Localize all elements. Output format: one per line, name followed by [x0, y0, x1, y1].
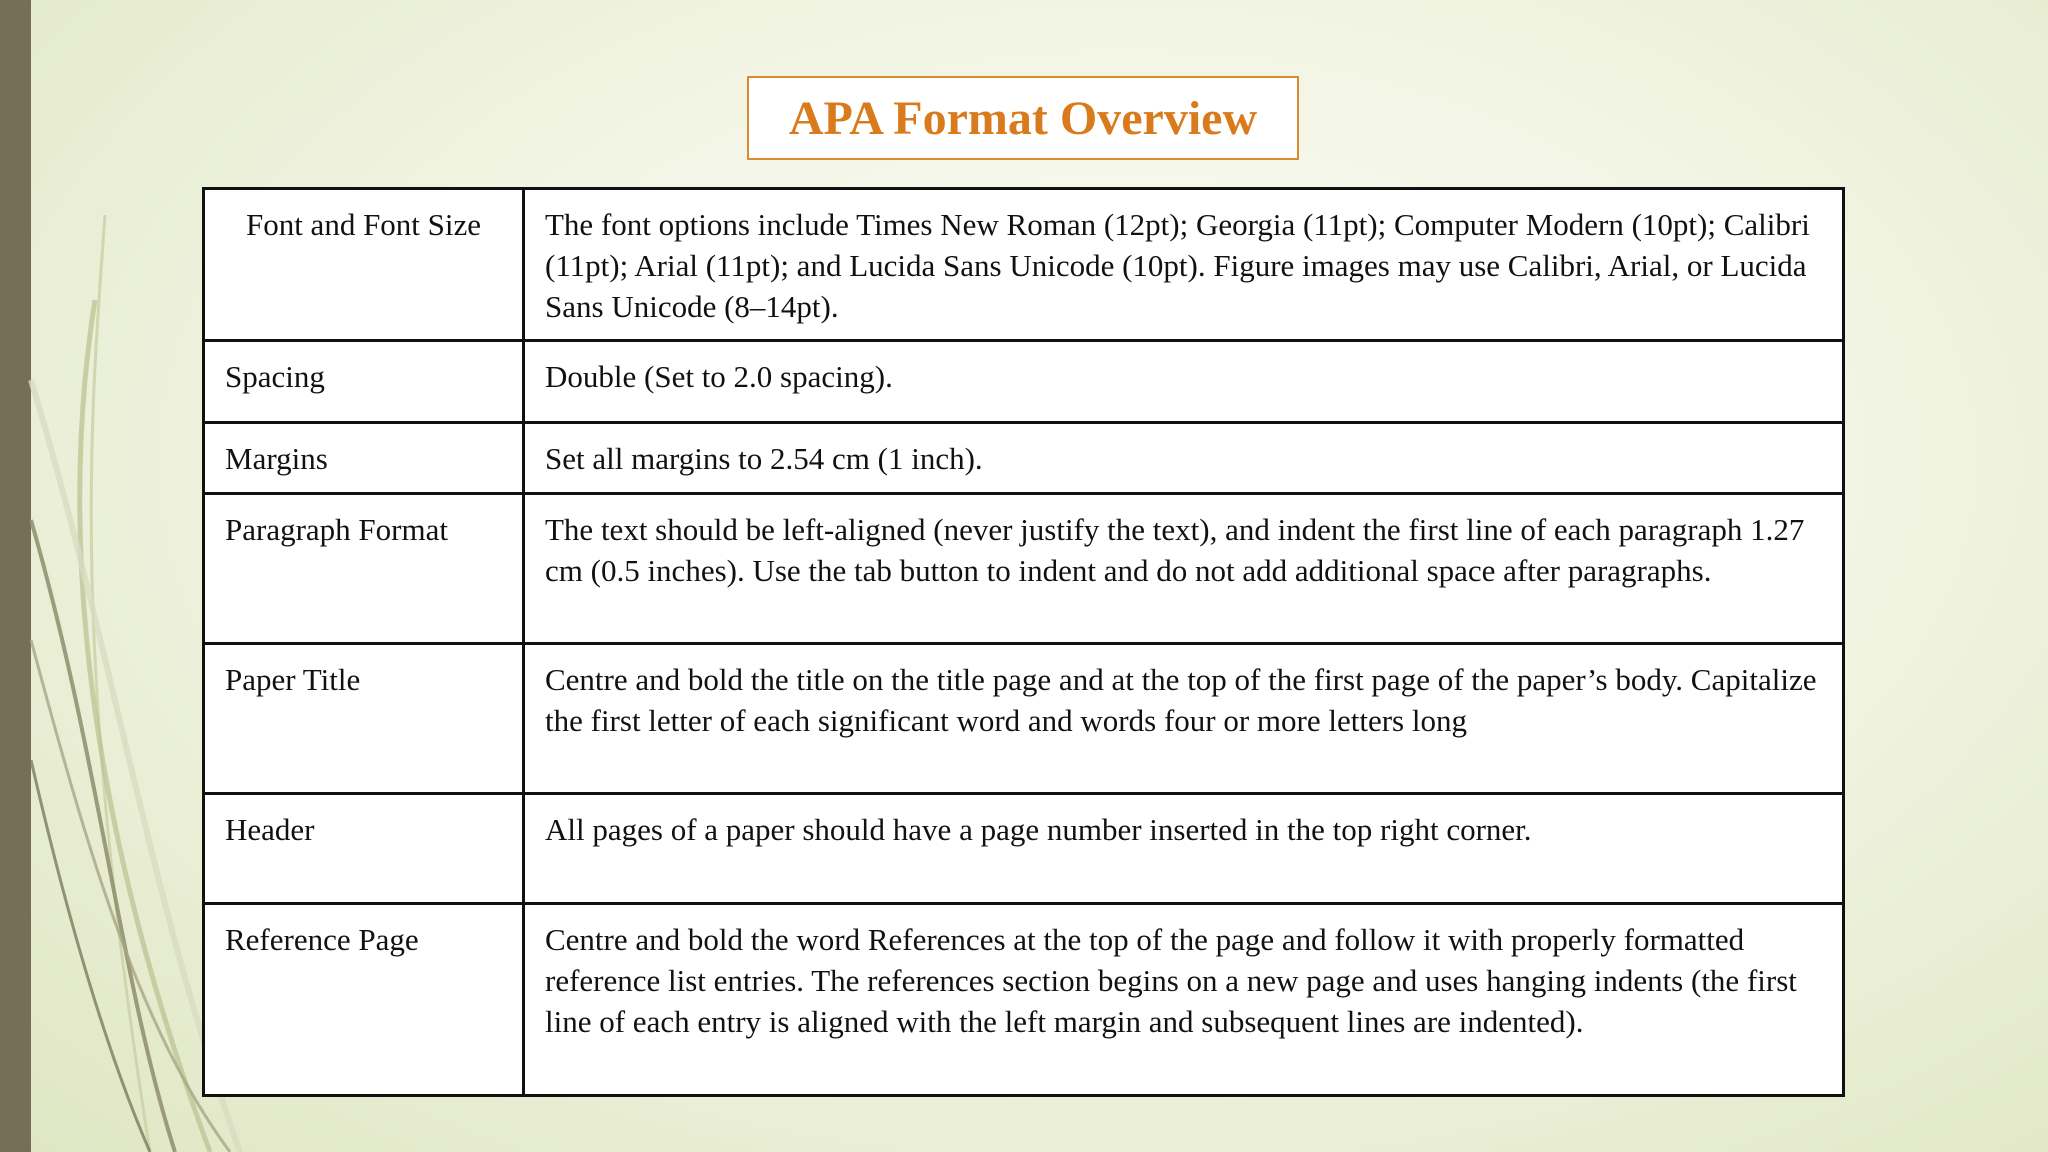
table-row	[204, 644, 1844, 794]
row-label: Spacing	[204, 341, 524, 423]
table-row	[204, 189, 1844, 341]
row-description: The font options include Times New Roman (12pt); Georgia (11pt); Computer Modern (10pt); Calibri (11pt); Arial (11pt); and Lucida Sans Unicode (10pt). Figure images may use Calibri, Arial, or Lucida Sans Unicode (8–14pt).	[524, 189, 1844, 341]
row-label: Paper Title	[204, 644, 524, 794]
row-description: Double (Set to 2.0 spacing).	[524, 341, 1844, 423]
page-title: APA Format Overview	[788, 91, 1258, 145]
table-row	[204, 494, 1844, 644]
row-description: The text should be left-aligned (never justify the text), and indent the first line of each paragraph 1.27 cm (0.5 inches). Use the tab button to indent and do not add additional space after paragraphs.	[524, 494, 1844, 644]
table-row	[204, 423, 1844, 494]
title-box	[747, 76, 1299, 160]
row-description: Centre and bold the title on the title page and at the top of the first page of the paper’s body. Capitalize the first letter of each significant word and words four or more letters long	[524, 644, 1844, 794]
row-label: Header	[204, 794, 524, 904]
row-label: Paragraph Format	[204, 494, 524, 644]
row-description: Centre and bold the word References at the top of the page and follow it with properly formatted reference list entries. The references section begins on a new page and uses hanging indents (the first line of each entry is aligned with the left margin and subsequent lines are indented).	[524, 904, 1844, 1096]
apa-format-table	[202, 187, 1845, 1097]
table-row	[204, 341, 1844, 423]
table-row	[204, 794, 1844, 904]
row-description: Set all margins to 2.54 cm (1 inch).	[524, 423, 1844, 494]
table-row	[204, 904, 1844, 1096]
row-label: Reference Page	[204, 904, 524, 1096]
row-description: All pages of a paper should have a page number inserted in the top right corner.	[524, 794, 1844, 904]
row-label: Font and Font Size	[204, 189, 524, 341]
row-label: Margins	[204, 423, 524, 494]
